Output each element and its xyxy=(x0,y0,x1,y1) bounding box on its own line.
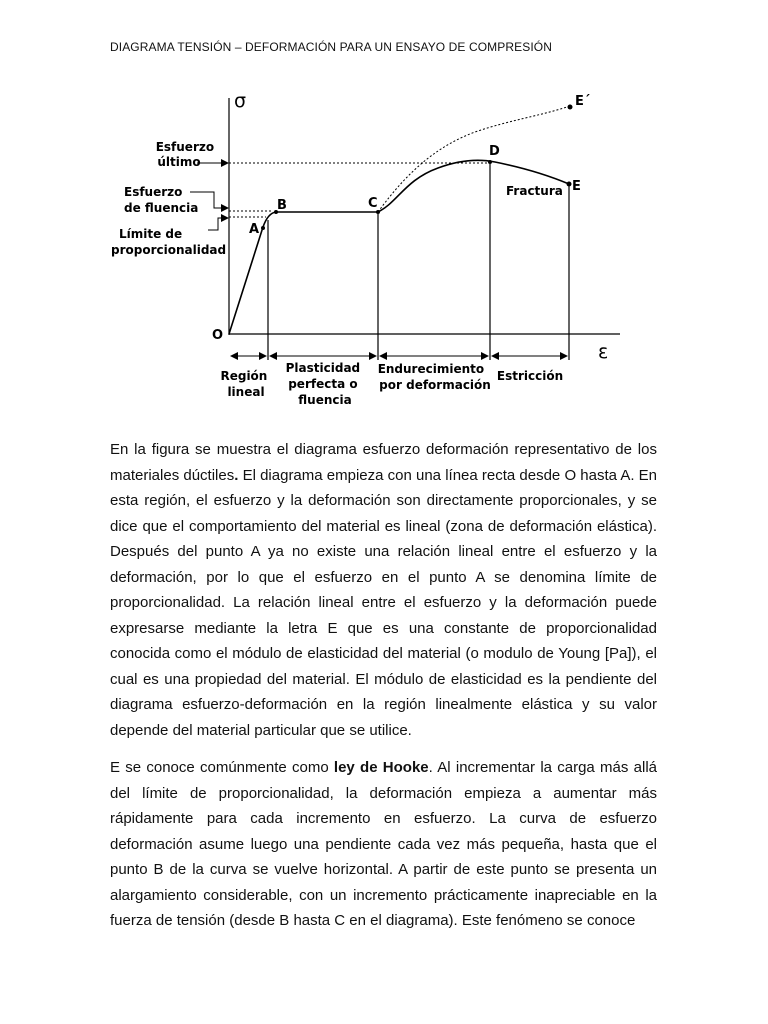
point-e-prime-dot xyxy=(568,105,573,110)
region-necking-label: Estricción xyxy=(496,369,564,383)
fracture-label: Fractura xyxy=(506,184,563,198)
paragraph-1-part-1: En la figura se muestra el diagrama esfuerzo deformación representativo de los materiales dúctiles xyxy=(110,441,657,484)
point-a-dot xyxy=(261,226,265,230)
region-linear-label: Región lineal xyxy=(220,369,268,399)
point-a-label: A xyxy=(249,222,260,237)
yield-stress-label: Esfuerzo de fluencia xyxy=(124,185,199,215)
paragraph-2-part-1: E se conoce comúnmente como xyxy=(110,759,334,776)
y-axis-symbol: σ xyxy=(234,90,247,112)
body-text xyxy=(110,437,657,946)
point-b-label: B xyxy=(277,198,287,213)
proportional-limit-pointer xyxy=(208,218,228,230)
hookes-law-term: ley de Hooke xyxy=(333,759,429,776)
origin-label: O xyxy=(212,328,224,343)
point-d-label: D xyxy=(489,144,500,159)
proportional-limit-label: Límite de proporcionalidad xyxy=(111,227,227,257)
point-c-label: C xyxy=(368,196,378,211)
ultimate-stress-label: Esfuerzo último xyxy=(155,140,215,169)
paragraph-2-part-2: . Al incrementar la carga más allá del límite de proporcionalidad, la deformación empieza a aumentar más rápidamente para cada incremento en esfuerzo. La curva de esfuerzo deformación asume luego una pendiente cada vez más pequeña, hasta que el punto B de la curva se vuelve horizontal. A partir de este punto se presenta un alargamiento considerable, con un incremento prácticamente inapreciable en la fuerza de tensión (desde B hasta C en el diagrama). Este fenómeno se conoce xyxy=(110,759,657,929)
paragraph-1-part-2: El diagrama empieza con una línea recta desde O hasta A. En esta región, el esfuerzo y la deformación son directamente proporcionales, y se dice que el comportamiento del material es lineal (zona de deformación elástica). Después del punto A ya no existe una relación lineal entre el esfuerzo y la deformación, por lo que el esfuerzo en el punto A se denomina límite de proporcionalidad. La relación lineal entre el esfuerzo y la deformación puede expresarse mediante la letra E que es una constante de proporcionalidad conocida como el módulo de elasticidad del material (o modulo de Young [Pa]), el cual es una propiedad del material. El módulo de elasticidad es la pendiente del diagrama esfuerzo-deformación en la región linealmente elástica y su valor depende del material particular que se utilice. xyxy=(110,466,658,739)
x-axis-symbol: ε xyxy=(598,341,609,363)
point-e-label: E xyxy=(572,179,581,194)
region-plasticity-label: Plasticidad perfecta o fluencia xyxy=(285,361,361,407)
paragraph-1 xyxy=(110,437,657,743)
point-e-dot xyxy=(567,182,572,187)
point-e-prime-label: E´ xyxy=(575,94,591,109)
point-d-dot xyxy=(488,160,492,164)
paragraph-1-bold-period: . xyxy=(234,466,239,484)
region-hardening-label: Endurecimiento por deformación xyxy=(377,362,491,392)
page-header: DIAGRAMA TENSIÓN – DEFORMACIÓN PARA UN ENSAYO DE COMPRESIÓN xyxy=(110,40,552,54)
stress-strain-diagram xyxy=(0,80,768,425)
paragraph-2 xyxy=(110,755,657,934)
